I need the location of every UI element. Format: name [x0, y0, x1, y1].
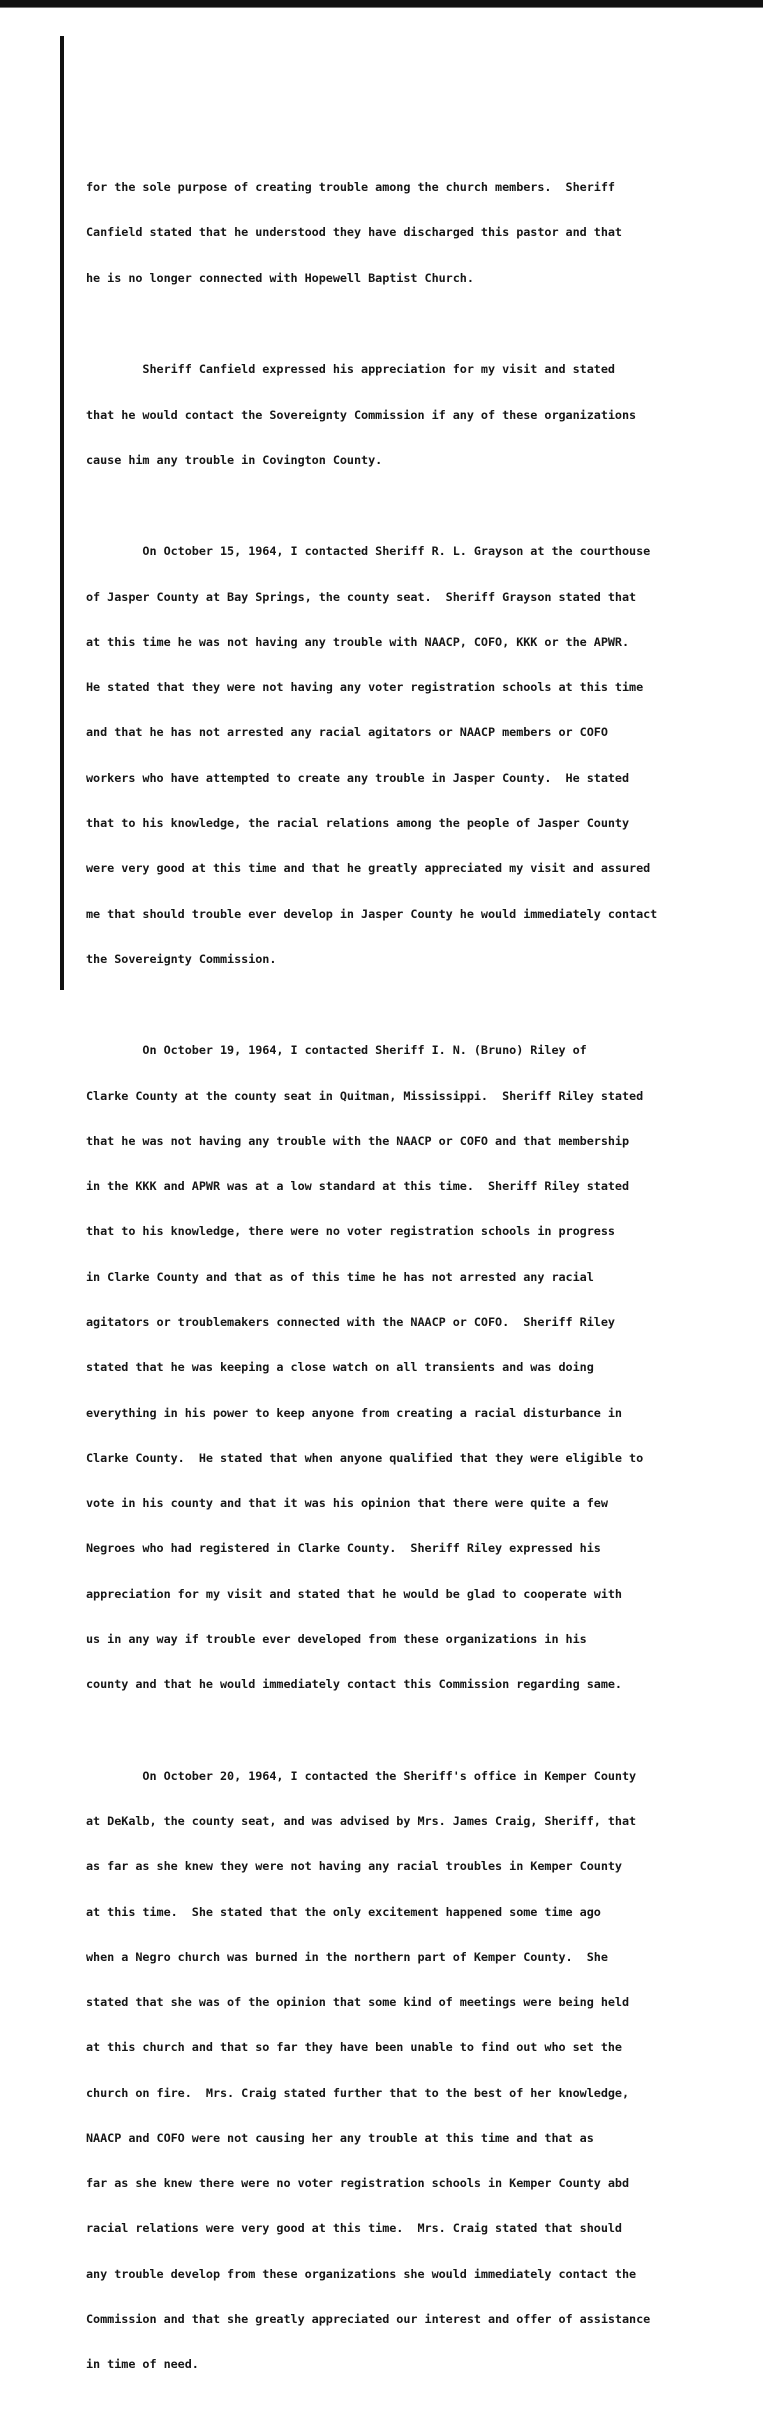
- paragraph-1: [86, 150, 726, 316]
- text-line: workers who have attempted to create any trouble in Jasper County. He stated: [86, 770, 630, 785]
- text-line: us in any way if trouble ever developed from these organizations in his: [86, 1631, 587, 1646]
- text-line: On October 19, 1964, I contacted Sheriff I. N. (Bruno) Riley of: [86, 1043, 587, 1058]
- text-line: of Jasper County at Bay Springs, the county seat. Sheriff Grayson stated that: [86, 589, 637, 604]
- text-line: and that he has not arrested any racial agitators or NAACP members or COFO: [86, 725, 608, 740]
- text-line: at this church and that so far they have been unable to find out who set the: [86, 2040, 622, 2055]
- text-line: at DeKalb, the county seat, and was advised by Mrs. James Craig, Sheriff, that: [86, 1813, 637, 1828]
- text-line: Canfield stated that he understood they have discharged this pastor and that: [86, 225, 622, 240]
- text-line: county and that he would immediately contact this Commission regarding same.: [86, 1677, 622, 1692]
- text-line: that to his knowledge, the racial relations among the people of Jasper County: [86, 815, 630, 830]
- text-line: everything in his power to keep anyone from creating a racial disturbance in: [86, 1405, 622, 1420]
- text-line: NAACP and COFO were not causing her any trouble at this time and that as: [86, 2130, 594, 2145]
- text-line: stated that he was keeping a close watch on all transients and was doing: [86, 1360, 594, 1375]
- text-line: vote in his county and that it was his opinion that there were quite a few: [86, 1496, 608, 1511]
- text-line: at this time he was not having any trouble with NAACP, COFO, KKK or the APWR.: [86, 634, 630, 649]
- paragraph-4: [86, 1013, 726, 1722]
- left-margin-rule: [60, 36, 64, 990]
- text-line: he is no longer connected with Hopewell Baptist Church.: [86, 270, 474, 285]
- text-line: in Clarke County and that as of this time he has not arrested any racial: [86, 1269, 594, 1284]
- paragraph-2: [86, 332, 726, 498]
- text-line: for the sole purpose of creating trouble among the church members. Sheriff: [86, 180, 615, 195]
- text-line: far as she knew there were no voter registration schools in Kemper County abd: [86, 2176, 630, 2191]
- text-line: racial relations were very good at this time. Mrs. Craig stated that should: [86, 2221, 622, 2236]
- text-line: Clarke County. He stated that when anyone qualified that they were eligible to: [86, 1450, 644, 1465]
- top-border-rule: [0, 0, 763, 7]
- text-line: were very good at this time and that he greatly appreciated my visit and assured: [86, 861, 651, 876]
- text-line: me that should trouble ever develop in Jasper County he would immediately contact: [86, 906, 658, 921]
- document-body: [86, 150, 726, 2419]
- text-line: any trouble develop from these organizations she would immediately contact the: [86, 2266, 637, 2281]
- text-line: On October 20, 1964, I contacted the Sheriff's office in Kemper County: [86, 1768, 637, 1783]
- text-line: On October 15, 1964, I contacted Sheriff R. L. Grayson at the courthouse: [86, 544, 651, 559]
- text-line: that he would contact the Sovereignty Commission if any of these organizations: [86, 407, 637, 422]
- text-line: in time of need.: [86, 2357, 199, 2372]
- text-line: that to his knowledge, there were no voter registration schools in progress: [86, 1224, 615, 1239]
- paragraph-5: [86, 1738, 726, 2402]
- text-line: in the KKK and APWR was at a low standard at this time. Sheriff Riley stated: [86, 1179, 630, 1194]
- text-line: Clarke County at the county seat in Quitman, Mississippi. Sheriff Riley stated: [86, 1088, 644, 1103]
- text-line: as far as she knew they were not having any racial troubles in Kemper County: [86, 1859, 622, 1874]
- text-line: Negroes who had registered in Clarke County. Sheriff Riley expressed his: [86, 1541, 601, 1556]
- text-line: cause him any trouble in Covington County.: [86, 452, 383, 467]
- text-line: Commission and that she greatly appreciated our interest and offer of assistance: [86, 2312, 651, 2327]
- text-line: church on fire. Mrs. Craig stated further that to the best of her knowledge,: [86, 2085, 630, 2100]
- text-line: Sheriff Canfield expressed his appreciation for my visit and stated: [86, 362, 615, 377]
- text-line: agitators or troublemakers connected with the NAACP or COFO. Sheriff Riley: [86, 1314, 615, 1329]
- text-line: He stated that they were not having any voter registration schools at this time: [86, 680, 644, 695]
- top-border-shadow: [0, 7, 763, 8]
- text-line: that he was not having any trouble with the NAACP or COFO and that membership: [86, 1133, 630, 1148]
- text-line: when a Negro church was burned in the northern part of Kemper County. She: [86, 1949, 608, 1964]
- text-line: appreciation for my visit and stated that he would be glad to cooperate with: [86, 1586, 622, 1601]
- paragraph-3: [86, 514, 726, 997]
- text-line: at this time. She stated that the only excitement happened some time ago: [86, 1904, 601, 1919]
- text-line: stated that she was of the opinion that some kind of meetings were being held: [86, 1995, 630, 2010]
- text-line: the Sovereignty Commission.: [86, 951, 277, 966]
